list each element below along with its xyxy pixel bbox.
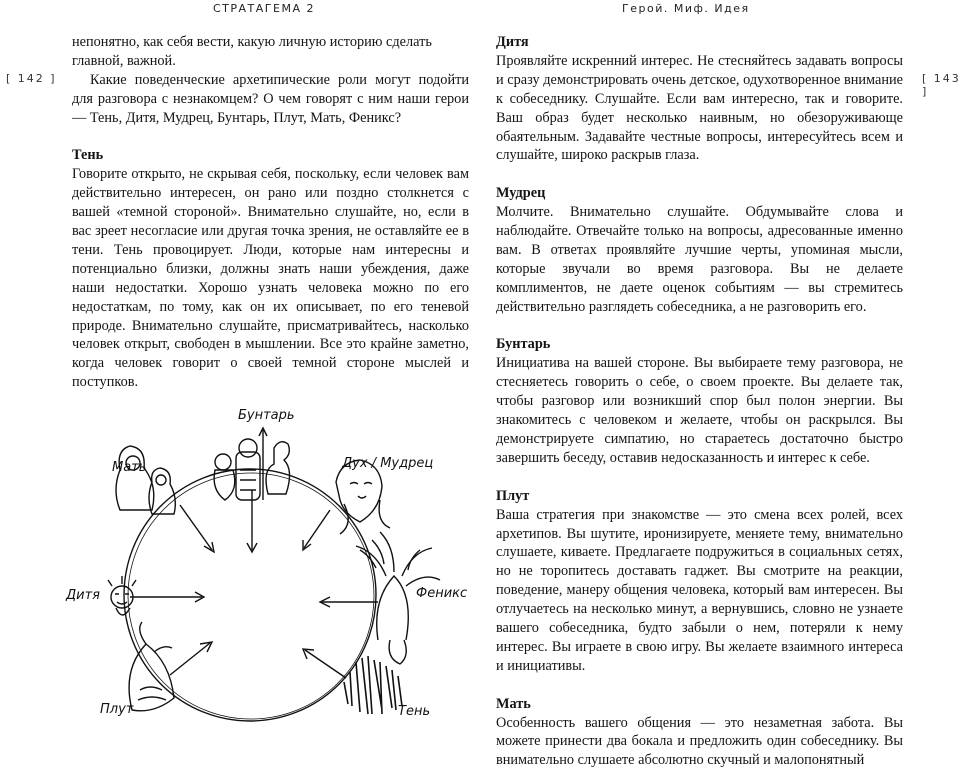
label-phoenix: Феникс <box>416 586 468 601</box>
sage-illustration <box>336 460 390 534</box>
label-child: Дитя <box>66 588 100 603</box>
arrows <box>130 490 378 678</box>
left-column <box>72 33 469 392</box>
archetype-circle-figure <box>60 400 468 735</box>
intro-line-2: главной, важной. <box>72 52 176 69</box>
section-text-trickster: Ваша стратегия при знакомстве — это смена всех ролей, всех архетипов. Вы шутите, иронизируете, меняете тему, внимательно слушаете, киваете. Предлагаете подружиться в социальных сетях, но не торопитесь доставать гаджет. Вы смотрите на реакции, поведение, манеру общения человека, который вам интересен. Вы отлучаетесь на несколько минут, а вернувшись, словно не узнаете вашего собеседника, будто забыли о нем, потеряли к нему интерес. Вы играете в свою игру. Вы желаете взаимного интереса и инициативы. <box>496 506 903 674</box>
label-spirit-sage: Дух / Мудрец <box>342 456 434 471</box>
page-number-right: [ 143 ] <box>922 72 961 98</box>
archetype-question: Какие поведенческие архетипические роли могут подойти для разговора с незнакомцем? О чем говорят с ним наши герои — Тень, Дитя, Мудрец, Бунтарь, Плут, Мать, Феникс? <box>72 71 469 126</box>
label-shadow: Тень <box>398 704 431 719</box>
mother-illustration <box>116 446 175 514</box>
main-circle-inner-stroke <box>128 473 374 719</box>
child-illustration <box>108 576 136 615</box>
section-title-sage: Мудрец <box>496 185 546 202</box>
label-trickster: Плут <box>100 702 134 717</box>
section-title-shadow: Тень <box>72 147 104 164</box>
section-title-mother: Мать <box>496 695 531 712</box>
section-title-rebel: Бунтарь <box>496 336 551 353</box>
section-title-trickster: Плут <box>496 487 530 504</box>
section-text-mother: Особенность вашего общения — это незаметная забота. Вы можете принести два бокала и предложить один собеседнику. Вы внимательно слушаете абсолютно скучный и малопонятный <box>496 714 903 769</box>
section-title-child: Дитя <box>496 34 529 50</box>
rebel-illustration <box>214 428 289 500</box>
section-text-sage: Молчите. Внимательно слушайте. Обдумывайте слова и наблюдайте. Отвечайте только на вопросы, адресованные именно вам. В ответах проявляйте лучшие черты, упоминая мысли, которые звучали во время разговора. Вы не делаете комплиментов, не даете оценок событиям — вы стремитесь действительно разглядеть собеседника, а не разговорить его. <box>496 204 903 315</box>
right-column <box>496 33 903 770</box>
section-text-child: Проявляйте искренний интерес. Не стесняйтесь задавать вопросы и сразу демонстрировать очень детское, одухотворенное внимание к собеседнику. Слушайте. Если вам интересно, так и говорите. Ваш образ будет несколько наивным, но обезоруживающе обаятельным. Задавайте честные вопросы, интересуйтесь всем и слушайте, широко раскрыв глаза. <box>496 52 903 164</box>
section-text-shadow: Говорите открыто, не скрывая себя, поскольку, если человек вам действительно интересен, он рано или поздно столкнется с вашей «темной стороной». Внимательно слушайте, но, если в вас зреет несогласие или другая точка зрения, не оставляйте ее в тени. Тень провоцирует. Люди, которые нам интересны и потенциально близки, должны знать наши убеждения, даже наши недостатки. Хорошо узнать человека можно по его недостаткам, по тому, как он их описывает, по его теневой природе. Внимательно слушайте, присматривайтесь, насколько человек открыт, свободен в мышлении. Все это крайне заметно, когда человек говорит о своей темной стороне мыслей и поступков. <box>72 166 469 391</box>
archetype-circle-drawing <box>60 400 460 735</box>
trickster-illustration <box>129 622 174 711</box>
running-header-left: СТРАТАГЕМА 2 <box>213 2 315 15</box>
label-rebel: Бунтарь <box>238 408 295 423</box>
label-mother: Мать <box>112 460 147 475</box>
section-text-rebel: Инициатива на вашей стороне. Вы выбираете тему разговора, не стесняетесь говорить о себе, о своем проекте. Вы делаете так, чтобы разговор или возникший спор был полон энергии. Вы знакомитесь с человеком и желаете, чтобы он раскрылся. Вы демонстрируете симпатию, но стараетесь достаточно быстро завершить беседу, оставив недосказанность и интерес к себе. <box>496 355 903 466</box>
running-header-right: Герой. Миф. Идея <box>622 2 750 15</box>
page-number-left: [ 142 ] <box>6 72 57 85</box>
intro-line-1: непонятно, как себя вести, какую личную историю сделать <box>72 34 432 50</box>
